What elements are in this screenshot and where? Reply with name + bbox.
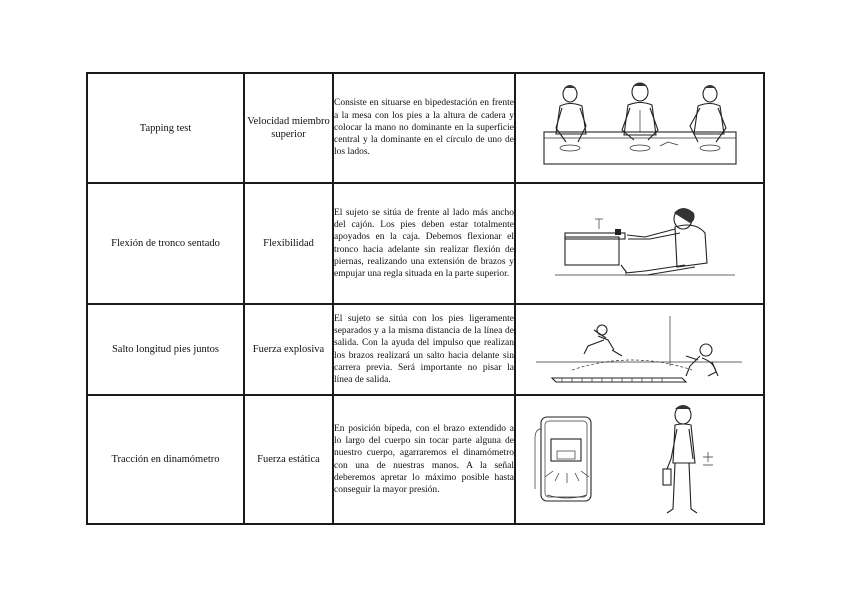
dynamometer-drawing: [527, 399, 752, 521]
test-illustration-cell: [515, 395, 764, 524]
physical-capacity: Fuerza estática: [244, 395, 333, 524]
test-description: El sujeto se sitúa de frente al lado más ancho del cajón. Los pies deben estar totalmente apoyados en la caja. Debemos flexionar el tronco hacia adelante sin realizar flexión de piernas, realizando una extensión de brazos y empujar una regla situada en la parte superior.: [333, 183, 515, 304]
fitness-tests-table: [86, 72, 765, 525]
physical-capacity: Fuerza explosiva: [244, 304, 333, 395]
test-name: Tracción en dinamómetro: [87, 395, 244, 524]
test-name: Tapping test: [87, 73, 244, 183]
table-row: [87, 73, 764, 183]
test-description: El sujeto se sitúa con los pies ligeramente separados y a la misma distancia de la línea de salida. Con la ayuda del impulso que realizan los brazos realizará un salto hacia delante sin carrera previa. Será importante no pisar la línea de salida.: [333, 304, 515, 395]
test-illustration-cell: [515, 183, 764, 304]
sit-and-reach-drawing: [535, 189, 745, 299]
physical-capacity: Flexibilidad: [244, 183, 333, 304]
test-description: En posición bípeda, con el brazo extendido a lo largo del cuerpo sin tocar parte alguna de nuestro cuerpo, agarraremos el dinamómetro con una de nuestras manos. A la señal deberemos apretar lo máximo posible hasta conseguir la mayor presión.: [333, 395, 515, 524]
test-name: Salto longitud pies juntos: [87, 304, 244, 395]
table-row: [87, 395, 764, 524]
physical-capacity: Velocidad miembro superior: [244, 73, 333, 183]
test-description: Consiste en situarse en bipedestación en frente a la mesa con los pies a la altura de cadera y colocar la mano no dominante en la superficie central y la dominante en el círculo de uno de los lados.: [333, 73, 515, 183]
test-name: Flexión de tronco sentado: [87, 183, 244, 304]
standing-long-jump-drawing: [532, 308, 747, 392]
test-illustration-cell: [515, 73, 764, 183]
test-illustration-cell: [515, 304, 764, 395]
table-row: [87, 183, 764, 304]
tapping-test-drawing: [540, 78, 740, 178]
table-row: [87, 304, 764, 395]
